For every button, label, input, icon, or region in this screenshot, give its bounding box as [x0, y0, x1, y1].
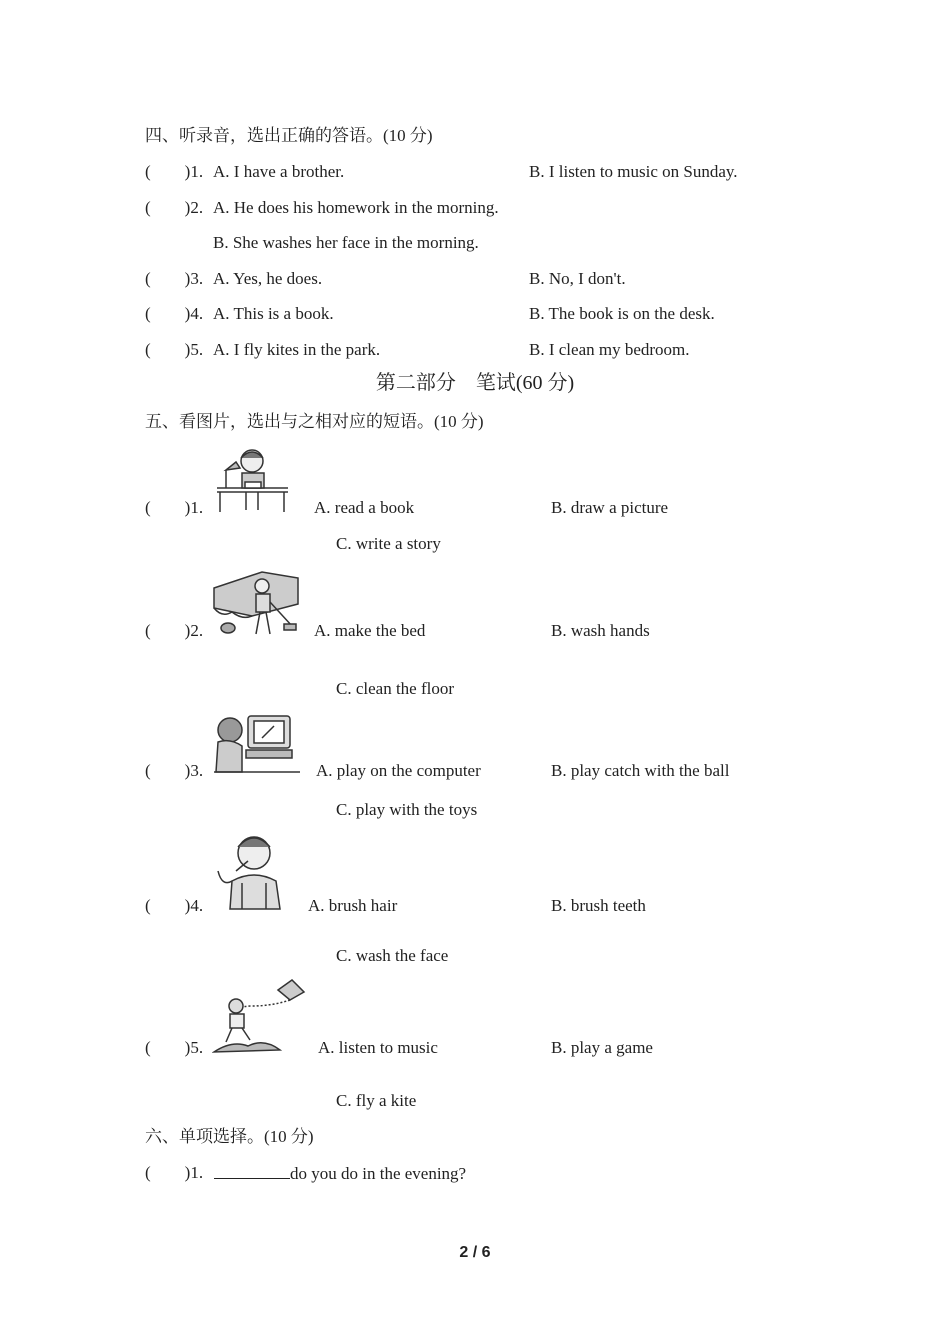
s5-q2-option-c: C. clean the floor	[336, 679, 455, 698]
s4-q1-option-a: A. I have a brother.	[213, 162, 345, 181]
s4-q5-num: ( )5.	[145, 340, 204, 359]
s4-q3-num: ( )3.	[145, 269, 204, 288]
section4-title: 四、听录音，选出正确的答语。(10 分)	[145, 126, 433, 145]
boy-kite-image	[212, 976, 308, 1054]
page-number: 2 / 6	[459, 1244, 491, 1261]
s5-q2-option-a: A. make the bed	[314, 621, 426, 640]
s5-q5-num: ( )5.	[145, 1038, 204, 1057]
s5-q5-option-b: B. play a game	[551, 1038, 653, 1057]
s5-q3-option-b: B. play catch with the ball	[551, 761, 730, 780]
s5-q3-num: ( )3.	[145, 761, 204, 780]
s6-q1-num: ( )1.	[145, 1163, 204, 1182]
s4-q4-num: ( )4.	[145, 304, 204, 323]
part2-title: 第二部分 笔试(60 分)	[375, 372, 575, 394]
s5-q2-option-b: B. wash hands	[551, 621, 650, 640]
s4-q2-num: ( )2.	[145, 198, 204, 217]
s4-q1-num: ( )1.	[145, 162, 204, 181]
s4-q4-option-b: B. The book is on the desk.	[529, 304, 715, 323]
s4-q5-option-b: B. I clean my bedroom.	[529, 340, 690, 359]
section5-title: 五、看图片，选出与之相对应的短语。(10 分)	[145, 412, 484, 431]
boy-brushing-image	[212, 831, 284, 911]
s4-q2-option-a: A. He does his homework in the morning.	[213, 198, 499, 217]
s5-q1-option-a: A. read a book	[314, 498, 415, 517]
s5-q4-option-c: C. wash the face	[336, 946, 449, 965]
s5-q4-option-b: B. brush teeth	[551, 896, 646, 915]
s5-q1-option-c: C. write a story	[336, 534, 441, 553]
s5-q1-num: ( )1.	[145, 498, 204, 517]
s4-q4-option-a: A. This is a book.	[213, 304, 334, 323]
boy-computer-image	[212, 712, 302, 776]
answer-blank	[214, 1163, 290, 1179]
section6-title: 六、单项选择。(10 分)	[145, 1127, 314, 1146]
s5-q2-num: ( )2.	[145, 621, 204, 640]
s4-q3-option-a: A. Yes, he does.	[213, 269, 323, 288]
s5-q1-option-b: B. draw a picture	[551, 498, 669, 517]
boy-reading-image	[212, 444, 292, 514]
s4-q1-option-b: B. I listen to music on Sunday.	[529, 162, 738, 181]
s5-q3-option-a: A. play on the computer	[316, 761, 481, 780]
s5-q4-num: ( )4.	[145, 896, 204, 915]
s5-q5-option-a: A. listen to music	[318, 1038, 438, 1057]
s5-q5-option-c: C. fly a kite	[336, 1091, 417, 1110]
s6-q1-text: do you do in the evening?	[290, 1164, 467, 1183]
s4-q3-option-b: B. No, I don't.	[529, 269, 626, 288]
s5-q3-option-c: C. play with the toys	[336, 800, 478, 819]
s5-q4-option-a: A. brush hair	[308, 896, 398, 915]
s4-q2-option-b: B. She washes her face in the morning.	[213, 233, 479, 252]
s4-q5-option-a: A. I fly kites in the park.	[213, 340, 381, 359]
girl-cleaning-image	[212, 568, 300, 640]
s6-q1-line	[214, 1163, 466, 1184]
